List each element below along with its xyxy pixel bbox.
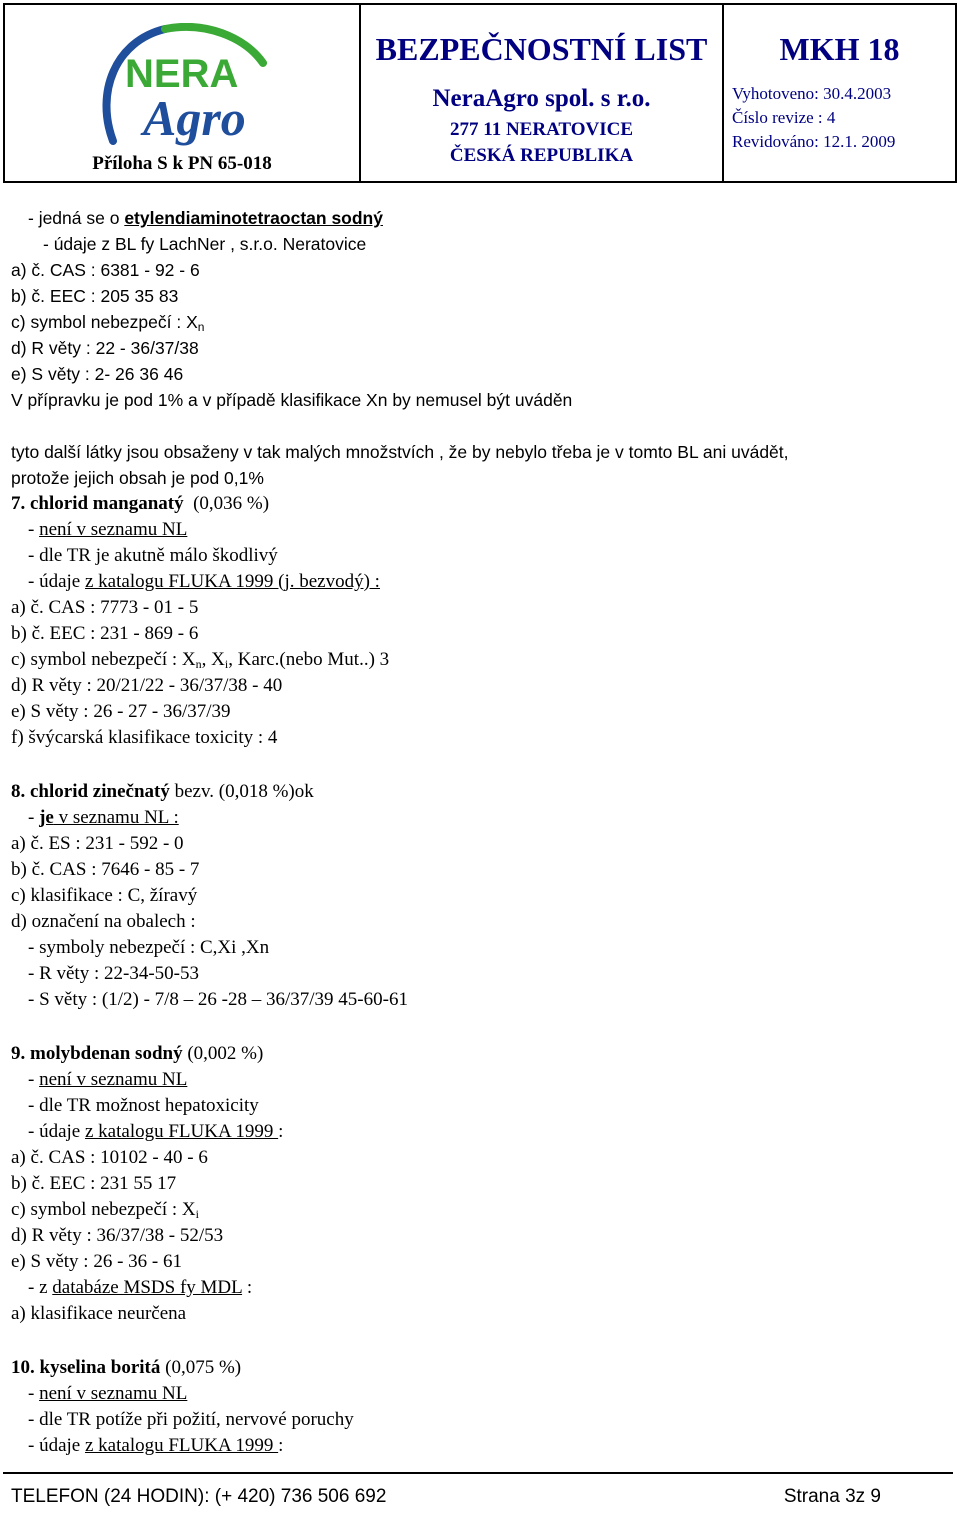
s10-substance-name: kyselina boritá: [39, 1357, 161, 1378]
s1-note: V přípravku je pod 1% a v případě klasifikace Xn by nemusel být uváděn: [11, 390, 573, 410]
s7-symbol-a: c) symbol nebezpečí : X: [11, 649, 196, 670]
address-line-2: ČESKÁ REPUBLIKA: [449, 145, 634, 166]
s9-database: [28, 1277, 252, 1299]
s8-nl-text: v seznamu NL :: [53, 807, 179, 828]
s8-labels: d) označení na obalech :: [11, 911, 196, 932]
s9-r-phrases: d) R věty : 36/37/38 - 52/53: [11, 1225, 224, 1246]
s8-classification: c) klasifikace : C, žíravý: [11, 885, 198, 906]
s7-number: 7.: [11, 493, 26, 514]
s9-nl-text: není v seznamu NL: [39, 1069, 188, 1090]
s9-percent: (0,002 %): [187, 1043, 264, 1064]
s7-nl-prefix: -: [28, 519, 40, 540]
document-code: MKH 18: [779, 31, 900, 67]
s1-symbol: [11, 311, 204, 338]
s7-source: [28, 571, 380, 593]
s8-es: a) č. ES : 231 - 592 - 0: [11, 833, 184, 854]
s10-percent: (0,075 %): [165, 1357, 242, 1378]
s8-nl-je: je: [39, 807, 54, 828]
s9-heading: [11, 1043, 263, 1065]
s1-r-phrases: d) R věty : 22 - 36/37/38: [11, 338, 199, 358]
s1-symbol-text: c) symbol nebezpečí : X: [11, 312, 198, 332]
revised-date: Revidováno: 12.1. 2009: [732, 132, 896, 151]
s7-percent: (0,036 %): [193, 493, 270, 514]
logo-text-nera: NERA: [125, 52, 239, 96]
s7-eec: b) č. EEC : 231 - 869 - 6: [11, 623, 199, 644]
s10-source-prefix: - údaje: [28, 1435, 85, 1456]
s1-s-phrases: e) S věty : 2- 26 36 46: [11, 364, 184, 384]
s9-number: 9.: [11, 1043, 26, 1064]
s8-symbols: - symboly nebezpečí : C,Xi ,Xn: [28, 937, 270, 958]
s7-nl-text: není v seznamu NL: [39, 519, 188, 540]
document-title: BEZPEČNOSTNÍ LIST: [375, 31, 708, 67]
s8-substance-name: chlorid zinečnatý: [30, 781, 170, 802]
s1-line-1: [28, 207, 383, 229]
s9-nl: [28, 1069, 187, 1091]
nera-agro-logo: [95, 23, 275, 153]
s9-source-prefix: - údaje: [28, 1121, 85, 1142]
s10-nl: [28, 1383, 187, 1405]
s9-source-text: z katalogu FLUKA 1999: [84, 1121, 279, 1142]
s7-heading: [11, 493, 269, 515]
s9-nl-prefix: -: [28, 1069, 40, 1090]
header-meta-cell: [724, 5, 955, 181]
s9-eec: b) č. EEC : 231 55 17: [11, 1173, 177, 1194]
s10-source-colon: :: [278, 1435, 284, 1456]
attachment-label: Příloha S k PN 65-018: [92, 153, 272, 174]
revision-info: [732, 82, 895, 154]
s9-substance-name: molybdenan sodný: [30, 1043, 183, 1064]
s8-s-phrases: - S věty : (1/2) - 7/8 – 26 -28 – 36/37/39 45-60-61: [28, 989, 408, 1010]
s7-toxicity: f) švýcarská klasifikace toxicity : 4: [11, 727, 278, 748]
s9-tr: - dle TR možnost hepatoxicity: [28, 1095, 259, 1116]
s9-db-text: databáze MSDS fy MDL: [52, 1277, 243, 1298]
s1-substance-name: etylendiaminotetraoctan sodný: [124, 208, 383, 228]
s8-number: 8.: [11, 781, 26, 802]
header-title-cell: [361, 5, 724, 181]
document-footer: [3, 1472, 953, 1514]
s8-rest: bezv. (0,018 %)ok: [169, 781, 314, 802]
document-header: [3, 3, 957, 183]
s10-heading: [11, 1357, 241, 1379]
created-date: Vyhotoveno: 30.4.2003: [732, 84, 892, 103]
s7-s-phrases: e) S věty : 26 - 27 - 36/37/39: [11, 701, 231, 722]
s7-symbol-sub2: i: [224, 657, 229, 671]
s7-source-text: z katalogu FLUKA 1999 (j. bezvodý) :: [84, 571, 380, 592]
s1-cas: a) č. CAS : 6381 - 92 - 6: [11, 260, 200, 280]
s8-nl: [28, 807, 179, 829]
s8-nl-prefix: -: [28, 807, 40, 828]
address-line-1: 277 11 NERATOVICE: [450, 119, 633, 140]
s7-cas: a) č. CAS : 7773 - 01 - 5: [11, 597, 199, 618]
s10-nl-text: není v seznamu NL: [39, 1383, 188, 1404]
s9-symbol-text: c) symbol nebezpečí : X: [11, 1199, 196, 1220]
emergency-phone: TELEFON (24 HODIN): (+ 420) 736 506 692: [11, 1486, 387, 1507]
revision-number: Číslo revize : 4: [732, 108, 836, 127]
logo-text-agro: Agro: [143, 90, 246, 146]
header-logo-cell: [5, 5, 361, 181]
s9-cas: a) č. CAS : 10102 - 40 - 6: [11, 1147, 208, 1168]
s7-tr: - dle TR je akutně málo škodlivý: [28, 545, 278, 566]
s7-symbol: [11, 649, 389, 675]
s9-classification: a) klasifikace neurčena: [11, 1303, 187, 1324]
s9-source: [28, 1121, 283, 1143]
note-line-2: protože jejich obsah je pod 0,1%: [11, 468, 264, 488]
s7-r-phrases: d) R věty : 20/21/22 - 36/37/38 - 40: [11, 675, 283, 696]
s10-source: [28, 1435, 283, 1457]
s8-r-phrases: - R věty : 22-34-50-53: [28, 963, 199, 984]
s7-symbol-sub1: n: [195, 657, 202, 671]
note-line-1: tyto další látky jsou obsaženy v tak malých množstvích , že by nebylo třeba je v tomto BL ani uvádět,: [11, 442, 789, 462]
s9-source-colon: :: [278, 1121, 284, 1142]
s9-symbol: [11, 1199, 199, 1225]
s1-symbol-sub: n: [197, 320, 205, 334]
s9-db-colon: :: [242, 1277, 253, 1298]
s7-symbol-c: , Karc.(nebo Mut..) 3: [228, 649, 390, 670]
s10-source-text: z katalogu FLUKA 1999: [84, 1435, 279, 1456]
s7-source-prefix: - údaje: [28, 571, 85, 592]
s10-number: 10.: [11, 1357, 35, 1378]
s7-nl: [28, 519, 187, 541]
page-number: Strana 3z 9: [783, 1486, 881, 1507]
s1-eec: b) č. EEC : 205 35 83: [11, 286, 179, 306]
s9-symbol-sub: i: [195, 1207, 199, 1221]
s7-substance-name: chlorid manganatý: [30, 493, 184, 514]
s8-heading: [11, 781, 314, 803]
s10-tr: - dle TR potíže při požití, nervové poruchy: [28, 1409, 354, 1430]
s7-symbol-b: , X: [201, 649, 225, 670]
s10-nl-prefix: -: [28, 1383, 40, 1404]
s9-db-prefix: - z: [28, 1277, 53, 1298]
company-address: [361, 117, 722, 169]
s9-s-phrases: e) S věty : 26 - 36 - 61: [11, 1251, 182, 1272]
s1-line-2: - údaje z BL fy LachNer , s.r.o. Neratovice: [43, 234, 367, 254]
company-name: NeraAgro spol. s r.o.: [432, 85, 651, 112]
s1-prefix: - jedná se o: [28, 208, 125, 228]
s8-cas: b) č. CAS : 7646 - 85 - 7: [11, 859, 200, 880]
